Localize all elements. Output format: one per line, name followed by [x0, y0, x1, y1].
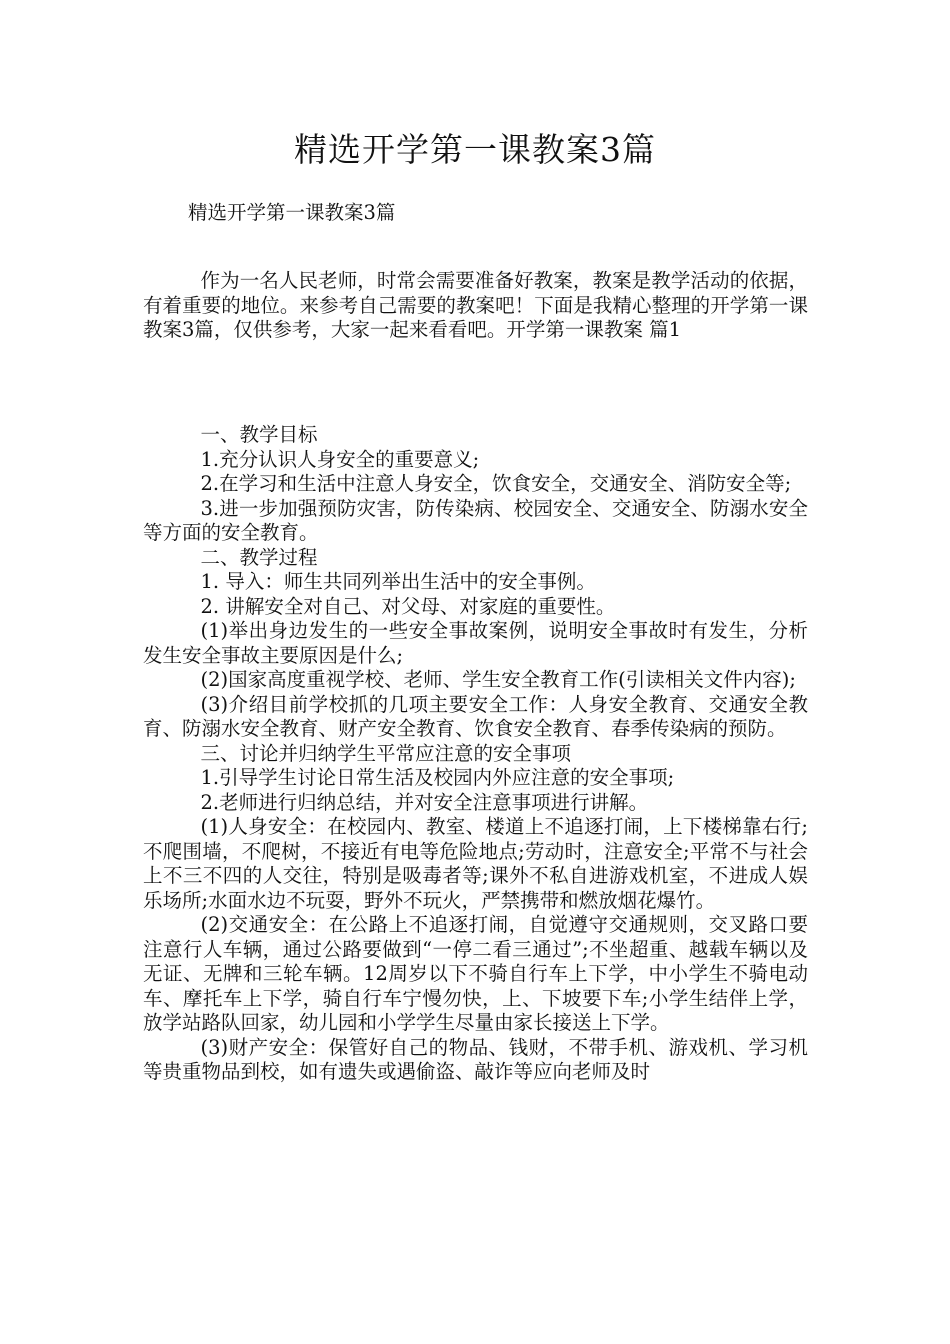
paragraph: 3.进一步加强预防灾害，防传染病、校园安全、交通安全、防溺水安全等方面的安全教育。 [143, 496, 808, 544]
paragraph: (3)介绍目前学校抓的几项主要安全工作：人身安全教育、交通安全教育、防溺水安全教育、财产安全教育、饮食安全教育、春季传染病的预防。 [143, 692, 808, 740]
paragraph: 1.充分认识人身安全的重要意义; [200, 447, 480, 471]
section-heading-goals: 一、教学目标 [200, 423, 318, 446]
paragraph: (3)财产安全：保管好自己的物品、钱财，不带手机、游戏机、学习机等贵重物品到校，如有遗失或遇偷盗、敲诈等应向老师及时 [143, 1035, 808, 1083]
section-heading-discussion: 三、讨论并归纳学生平常应注意的安全事项 [200, 741, 572, 765]
paragraph: 2. 讲解安全对自己、对父母、对家庭的重要性。 [200, 594, 616, 618]
body-section [143, 423, 808, 1085]
paragraph: (2)交通安全：在公路上不追逐打闹，自觉遵守交通规则，交叉路口要注意行人车辆，通过公路要做到“一停二看三通过”;不坐超重、越载车辆以及无证、无牌和三轮车辆。12周岁以下不骑自行车上下学，中小学生不骑电动车、摩托车上下学，骑自行车宁慢勿快，上、下坡要下车;小学生结伴上学，放学站路队回家，幼儿园和小学学生尽量由家长接送上下学。 [143, 913, 808, 1034]
paragraph: 1.引导学生讨论日常生活及校园内外应注意的安全事项; [200, 766, 675, 789]
section-heading-process: 二、教学过程 [200, 545, 318, 569]
intro-section [143, 269, 808, 343]
paragraph: (2)国家高度重视学校、老师、学生安全教育工作(引读相关文件内容); [200, 668, 796, 691]
intro-paragraph: 作为一名人民老师，时常会需要准备好教案，教案是教学活动的依据，有着重要的地位。来参考自己需要的教案吧！下面是我精心整理的开学第一课教案3篇，仅供参考，大家一起来看看吧。开学第一课教案 篇1 [143, 269, 808, 341]
document-subtitle: 精选开学第一课教案3篇 [188, 201, 396, 224]
paragraph: (1)人身安全：在校园内、教室、楼道上不追逐打闹，上下楼梯靠右行;不爬围墙，不爬树，不接近有电等危险地点;劳动时，注意安全;平常不与社会上不三不四的人交往，特别是吸毒者等;课外不私自进游戏机室，不进成人娱乐场所;水面水边不玩耍，野外不玩火，严禁携带和燃放烟花爆竹。 [143, 815, 808, 912]
paragraph: 2.在学习和生活中注意人身安全，饮食安全，交通安全、消防安全等; [200, 472, 792, 495]
document-title: 精选开学第一课教案3篇 [294, 130, 656, 169]
paragraph: (1)举出身边发生的一些安全事故案例，说明安全事故时有发生，分析发生安全事故主要原因是什么; [143, 619, 808, 667]
paragraph: 1. 导入：师生共同列举出生活中的安全事例。 [200, 570, 596, 593]
paragraph: 2.老师进行归纳总结，并对安全注意事项进行讲解。 [200, 790, 649, 814]
